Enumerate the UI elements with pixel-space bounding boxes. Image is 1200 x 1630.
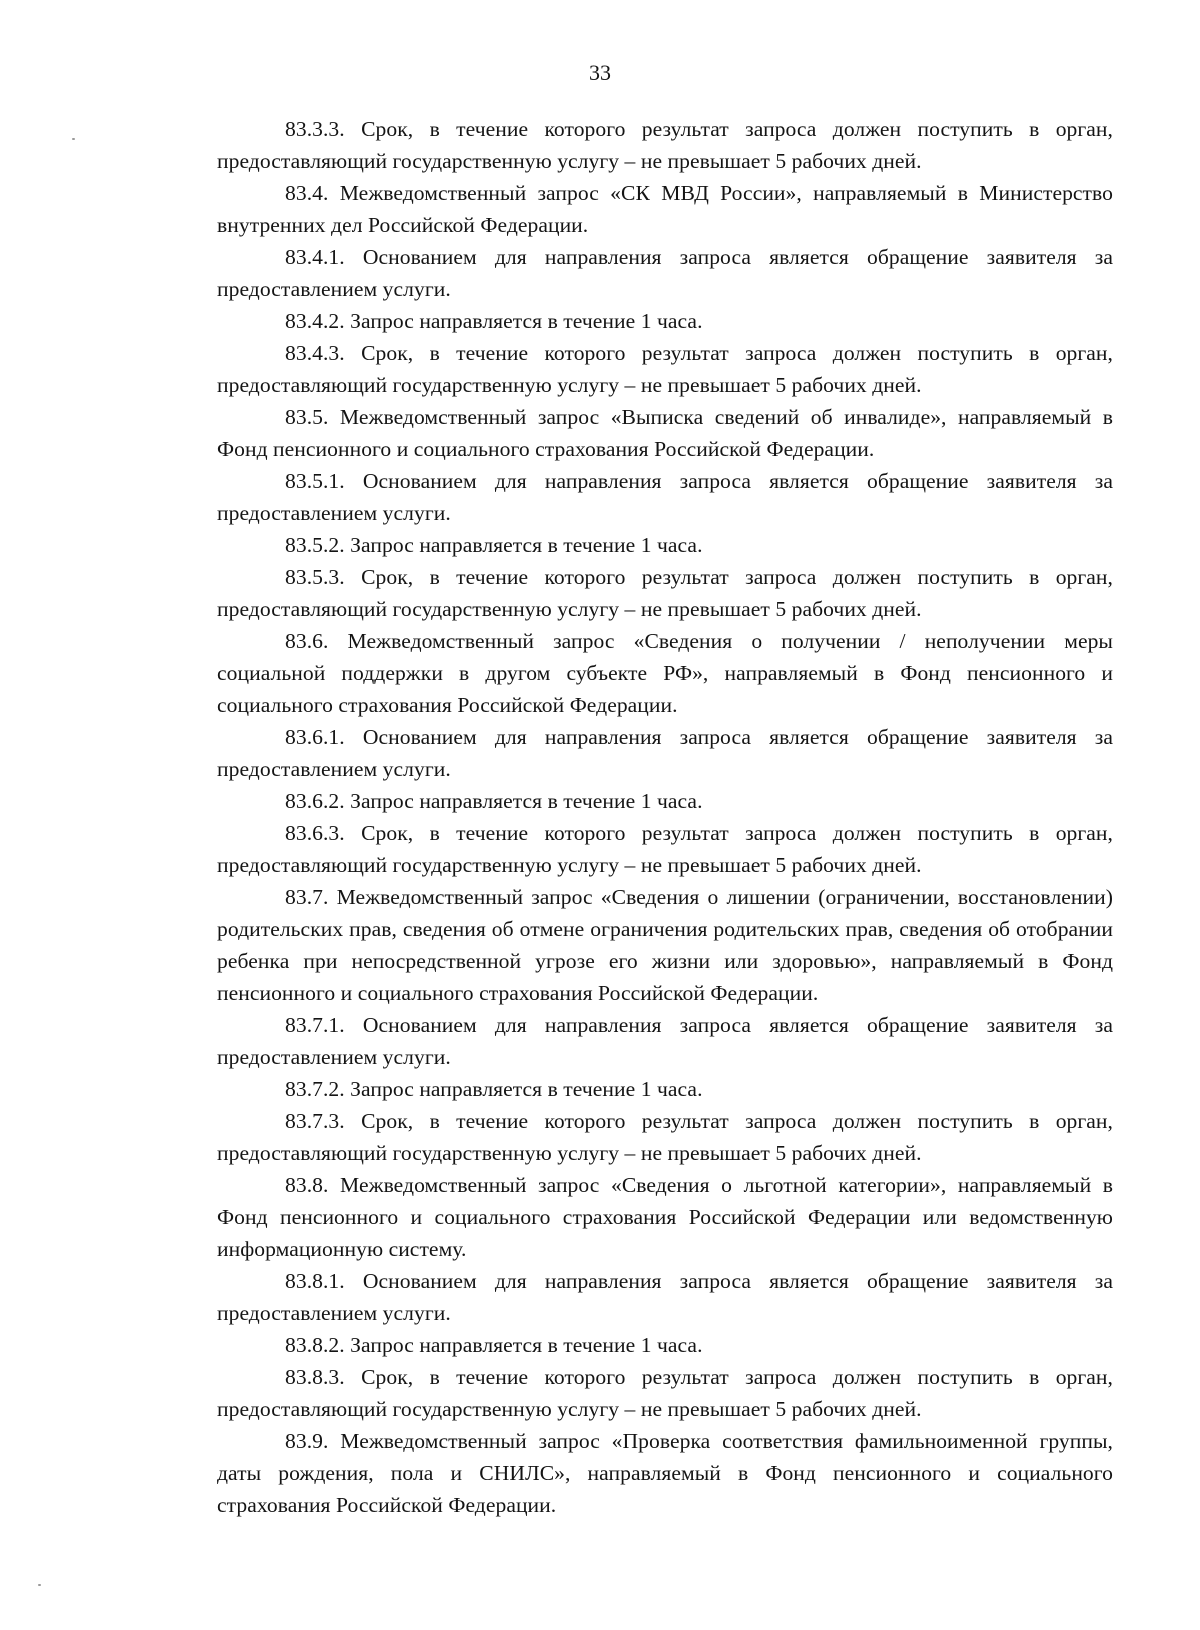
paragraph-83-6-3: 83.6.3. Срок, в течение которого результат запроса должен поступить в орган, предоставляющий государственную услугу – не превышает 5 рабочих дней. [217,821,1113,877]
scan-speck [72,138,75,140]
paragraph-83-4-1: 83.4.1. Основанием для направления запроса является обращение заявителя за предоставлением услуги. [217,245,1113,301]
paragraph-83-7-1: 83.7.1. Основанием для направления запроса является обращение заявителя за предоставлением услуги. [217,1013,1113,1069]
paragraph-83-4-2: 83.4.2. Запрос направляется в течение 1 часа. [285,309,703,333]
paragraph-83-5-2: 83.5.2. Запрос направляется в течение 1 часа. [285,533,703,557]
paragraph-83-7: 83.7. Межведомственный запрос «Сведения о лишении (ограничении, восстановлении) родительских прав, сведения об отмене ограничения родительских прав, сведения об отобрании ребенка при непосредственной угрозе его жизни или здоровью», направляемый в Фонд пенсионного и социального страхования Российской Федерации. [217,885,1113,1005]
paragraph-83-8-2: 83.8.2. Запрос направляется в течение 1 часа. [285,1333,703,1357]
paragraph-83-9: 83.9. Межведомственный запрос «Проверка соответствия фамильноименной группы, даты рождения, пола и СНИЛС», направляемый в Фонд пенсионного и социального страхования Российской Федерации. [217,1429,1113,1517]
paragraph-83-4: 83.4. Межведомственный запрос «СК МВД России», направляемый в Министерство внутренних дел Российской Федерации. [217,181,1113,237]
paragraph-83-5-1: 83.5.1. Основанием для направления запроса является обращение заявителя за предоставлением услуги. [217,469,1113,525]
page-number: 33 [589,60,611,85]
paragraph-83-8: 83.8. Межведомственный запрос «Сведения о льготной категории», направляемый в Фонд пенсионного и социального страхования Российской Федерации или ведомственную информационную систему. [217,1173,1113,1261]
paragraph-83-7-2: 83.7.2. Запрос направляется в течение 1 часа. [285,1077,703,1101]
paragraph-83-4-3: 83.4.3. Срок, в течение которого результат запроса должен поступить в орган, предоставляющий государственную услугу – не превышает 5 рабочих дней. [217,341,1113,397]
paragraph-83-6-1: 83.6.1. Основанием для направления запроса является обращение заявителя за предоставлением услуги. [217,725,1113,781]
paragraph-83-3-3: 83.3.3. Срок, в течение которого результат запроса должен поступить в орган, предоставляющий государственную услугу – не превышает 5 рабочих дней. [217,117,1113,173]
paragraph-83-7-3: 83.7.3. Срок, в течение которого результат запроса должен поступить в орган, предоставляющий государственную услугу – не превышает 5 рабочих дней. [217,1109,1113,1165]
paragraph-83-6-2: 83.6.2. Запрос направляется в течение 1 часа. [285,789,703,813]
paragraph-83-5-3: 83.5.3. Срок, в течение которого результат запроса должен поступить в орган, предоставляющий государственную услугу – не превышает 5 рабочих дней. [217,565,1113,621]
paragraph-83-6: 83.6. Межведомственный запрос «Сведения о получении / неполучении меры социальной поддержки в другом субъекте РФ», направляемый в Фонд пенсионного и социального страхования Российской Федерации. [217,629,1113,717]
paragraph-83-8-3: 83.8.3. Срок, в течение которого результат запроса должен поступить в орган, предоставляющий государственную услугу – не превышает 5 рабочих дней. [217,1365,1113,1421]
document-body [217,113,1113,1521]
paragraph-83-5: 83.5. Межведомственный запрос «Выписка сведений об инвалиде», направляемый в Фонд пенсионного и социального страхования Российской Федерации. [217,405,1113,461]
scan-speck [38,1584,41,1586]
paragraph-83-8-1: 83.8.1. Основанием для направления запроса является обращение заявителя за предоставлением услуги. [217,1269,1113,1325]
